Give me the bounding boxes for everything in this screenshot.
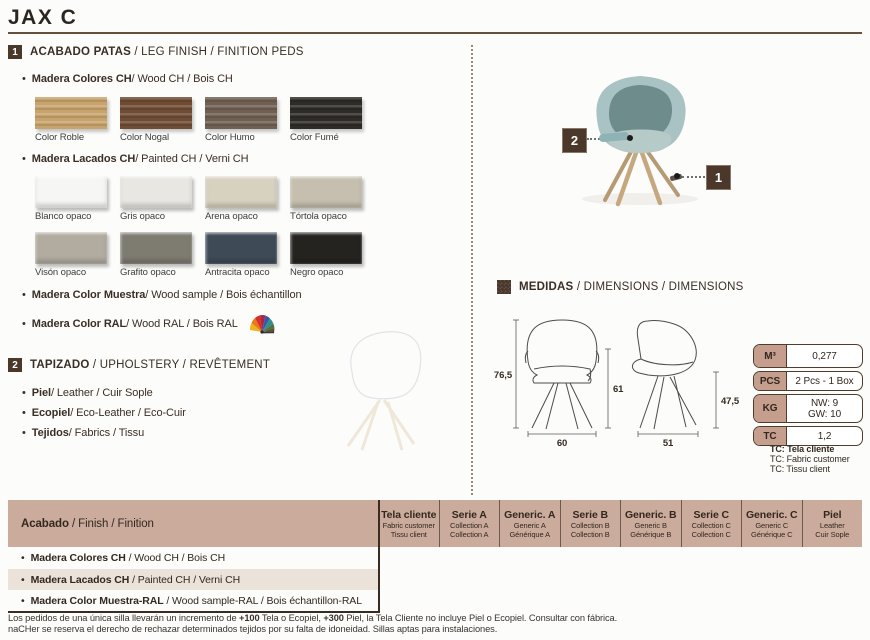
col-sub2: Générique B [630,529,672,539]
footer-surcharge-leather: +300 [323,613,344,623]
row-bold: Madera Lacados CH [30,573,130,586]
col-sub1: Collection B [570,520,610,530]
swatch-grafito-opaco [120,232,192,278]
section-1-title [30,46,304,58]
callout-leg-line [682,176,705,178]
color-swatch [205,232,277,264]
color-swatch [290,176,362,208]
title-rule [8,32,862,34]
item-rest: / Fabrics / Tissu [68,427,145,439]
col-sub2: Générique C [751,529,793,539]
col-title: Piel [823,508,842,521]
section-2-title-rest: / UPHOLSTERY / REVÊTEMENT [89,359,271,371]
swatch-label: Grafito opaco [120,267,176,278]
upholstery-item-ecopiel [22,407,186,419]
side-dim-lines [638,372,719,437]
swatch-gris-opaco [120,176,192,222]
swatch-color-roble [35,97,107,143]
group-label-rest: / Wood sample / Bois échantillon [145,289,302,301]
color-swatch [120,97,192,129]
color-swatch [35,176,107,208]
col-sub2: Collection B [570,529,610,539]
col-sub1: Generic B [634,520,667,530]
group-wood-colors-label [22,73,233,85]
spec-value: 0,277 [812,350,837,362]
col-sub1: Fabric customer [382,520,435,530]
tc-notes [770,444,850,474]
spec-row-pcs [753,371,863,391]
header-col-serie-b [560,500,621,547]
side-view-chair [632,321,696,429]
finish-table-vertical-rule [378,500,380,613]
swatch-label: Blanco opaco [35,211,92,222]
spec-row-tc [753,426,863,446]
finish-table-header [8,500,862,547]
dimensions-title [519,281,744,293]
header-acabado-bold: Acabado [21,517,69,530]
group-label-bold: • Madera Lacados CH [31,153,136,165]
row-rest: / Wood sample-RAL / Bois échantillon-RAL [163,595,362,608]
finish-row-lacados [8,569,378,591]
col-sub1: Collection C [691,520,731,530]
swatch-antracita-opaco [205,232,277,278]
callout-leg: 1 [706,165,731,190]
swatch-label: Color Humo [205,132,255,143]
group-label-bold: • Madera Color Muestra [31,289,146,301]
section-1-badge: 1 [8,45,22,59]
ral-color-fan-icon [248,314,276,334]
spec-row-m3 [753,344,863,368]
spec-kg-gw: GW: 10 [807,408,842,420]
header-acabado-rest: / Finish / Finition [68,517,154,530]
spec-row-kg [753,394,863,423]
dimensions-title-bold: MEDIDAS [519,281,574,293]
group-painted-label [22,153,248,165]
spec-label: KG [754,395,787,422]
row-bold: Madera Colores CH [30,551,126,564]
front-dim-lines [513,320,611,437]
footer-line-1 [8,613,617,624]
header-col-tela-cliente [378,500,439,547]
header-col-generic-c [741,500,802,547]
col-title: Generic. A [504,508,556,521]
swatch-label: Color Fumé [290,132,339,143]
swatch-label: Tórtola opaco [290,211,347,222]
chair-shadow [582,193,698,205]
dim-side-depth: 51 [662,438,674,449]
col-sub1: Leather [819,520,845,530]
col-title: Serie B [572,508,608,521]
color-swatch [205,176,277,208]
tc-note-fr: TC: Tissu client [770,464,830,474]
spec-value: 2 Pcs - 1 Box [795,375,854,387]
color-swatch [290,97,362,129]
row-rest: / Wood CH / Bois CH [125,551,226,564]
group-label-rest: / Wood CH / Bois CH [131,73,233,85]
group-wood-sample-label [22,289,301,301]
color-swatch [35,232,107,264]
col-title: Generic. B [624,508,677,521]
footer-text: Tela o Ecopiel, [259,613,324,623]
spec-label: M³ [754,345,787,367]
item-rest: / Leather / Cuir Sople [50,387,153,399]
group-label-rest: / Painted CH / Verni CH [135,153,249,165]
swatch-label: Gris opaco [120,211,165,222]
col-title: Generic. C [745,508,798,521]
header-col-generic-b [620,500,681,547]
section-1-title-rest: / LEG FINISH / FINITION PEDS [131,46,304,58]
group-label-rest: / Wood RAL / Bois RAL [126,318,238,330]
dim-front-height: 76,5 [493,370,512,381]
upholstery-item-tejidos [22,427,144,439]
footer-line-2: naCHer se reserva el derecho de rechazar determinados tejidos por su falta de idoneidad. Sillas aptas para instalaciones. [8,623,498,634]
section-2-badge: 2 [8,358,22,372]
header-col-piel [802,500,863,547]
ghost-legs [348,400,414,450]
swatch-color-nogal [120,97,192,143]
dim-front-arm-height: 61 [613,384,624,395]
col-sub2: Cuir Sople [815,529,850,539]
spec-value [787,395,862,422]
footer-text: Los pedidos de una única silla llevarán un incremento de [8,613,240,623]
footer-text: Piel, la Tela Cliente no incluye Piel o Ecopiel. Consultar con fábrica. [343,613,618,623]
swatch-blanco-opaco [35,176,107,222]
col-title: Tela cliente [381,508,437,521]
col-title: Serie C [693,508,729,521]
swatch-negro-opaco [290,232,362,278]
front-view-chair [525,320,598,429]
col-sub2: Collection A [450,529,489,539]
color-swatch [120,176,192,208]
painted-swatch-row-2 [35,232,375,278]
color-swatch [205,97,277,129]
group-label-bold: • Madera Color RAL [31,318,127,330]
swatch-label: Color Nogal [120,132,170,143]
footer-surcharge-fabric: +100 [239,613,260,623]
spec-table [753,344,863,449]
section-leg-finish-heading [8,45,304,59]
finish-row-colores [8,547,378,569]
swatch-vison-opaco [35,232,107,278]
column-divider [471,45,473,495]
header-col-serie-c [681,500,742,547]
painted-swatch-row-1 [35,176,375,222]
col-sub2: Collection C [691,529,731,539]
page-title: JAX C [8,6,78,29]
callout-leg-dot [674,173,680,179]
col-sub1: Generic A [513,520,546,530]
color-swatch [35,97,107,129]
tc-note-en: TC: Fabric customer [770,454,850,464]
header-col-generic-a [499,500,560,547]
header-acabado [8,500,378,547]
dimension-drawings [488,315,750,450]
spec-label: PCS [754,372,787,390]
row-bold: Madera Color Muestra-RAL [30,595,164,608]
swatch-label: Visón opaco [35,267,87,278]
section-dimensions-heading [497,280,744,294]
item-bold: • Ecopiel [31,407,71,419]
dimensions-badge [497,280,511,294]
section-2-title-bold: TAPIZADO [30,359,90,371]
ghost-chair-sketch [322,320,440,455]
item-bold: • Piel [31,387,51,399]
group-label-bold: • Madera Colores CH [31,73,132,85]
swatch-label: Arena opaco [205,211,258,222]
swatch-color-fume [290,97,362,143]
section-upholstery-heading [8,358,270,372]
dim-front-width: 60 [556,438,568,449]
group-wood-ral-label [22,314,276,334]
callout-shell: 2 [562,128,587,153]
dim-side-seat-height: 47,5 [721,396,740,407]
spec-label: TC [754,427,787,445]
swatch-label: Antracita opaco [205,267,270,278]
ghost-shell [351,332,421,399]
section-1-title-bold: ACABADO PATAS [30,46,131,58]
row-rest: / Painted CH / Verni CH [129,573,241,586]
col-sub1: Collection A [450,520,489,530]
footer-notes [8,613,617,634]
spec-kg-nw: NW: 9 [810,397,839,409]
swatch-color-humo [205,97,277,143]
dimensions-title-rest: / DIMENSIONS / DIMENSIONS [573,281,744,293]
swatch-arena-opaco [205,176,277,222]
finish-row-muestra-ral [8,590,378,612]
item-rest: / Eco-Leather / Eco-Cuir [70,407,186,419]
swatch-tortola-opaco [290,176,362,222]
col-title: Serie A [451,508,487,521]
item-bold: • Tejidos [31,427,69,439]
spec-value: 1,2 [817,430,832,442]
col-sub2: Tissu client [390,529,427,539]
col-sub2: Générique A [509,529,551,539]
tc-note-es: TC: Tela cliente [770,444,835,454]
header-col-serie-a [439,500,500,547]
section-2-title [30,359,270,371]
wood-swatch-row [35,97,375,143]
upholstery-item-piel [22,387,153,399]
callout-shell-dot [627,135,633,141]
color-swatch [290,232,362,264]
swatch-label: Negro opaco [290,267,344,278]
swatch-label: Color Roble [35,132,85,143]
col-sub1: Generic C [755,520,789,530]
color-swatch [120,232,192,264]
finish-table [8,500,862,613]
